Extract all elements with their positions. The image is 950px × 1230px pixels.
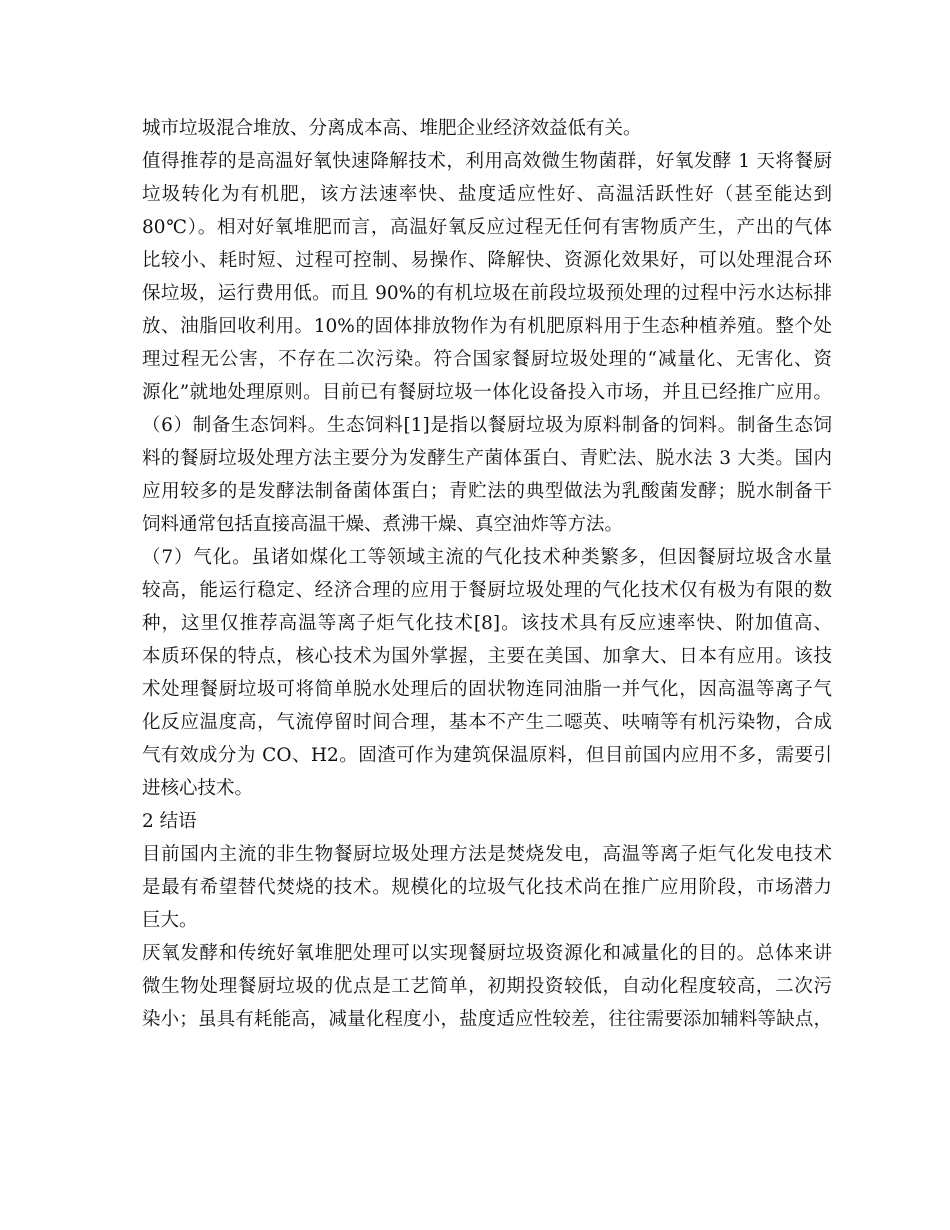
text-line: 种，这里仅推荐高温等离子炬气化技术[8]。该技术具有反应速率快、附加值高、 xyxy=(142,613,832,634)
text-line: 术处理餐厨垃圾可将简单脱水处理后的固状物连同油脂一并气化，因高温等离子气 xyxy=(142,679,832,700)
text-line: 值得推荐的是高温好氧快速降解技术，利用高效微生物菌群，好氧发酵 1 天将餐厨 xyxy=(142,151,832,172)
text-line: （6）制备生态饲料。生态饲料[1]是指以餐厨垃圾为原料制备的饲料。制备生态饲 xyxy=(142,415,832,436)
text-line: 应用较多的是发酵法制备菌体蛋白；青贮法的典型做法为乳酸菌发酵；脱水制备干 xyxy=(142,481,832,502)
text-line: 气有效成分为 CO、H2。固渣可作为建筑保温原料，但目前国内应用不多，需要引 xyxy=(142,745,832,766)
text-line: 是最有希望替代焚烧的技术。规模化的垃圾气化技术尚在推广应用阶段，市场潜力 xyxy=(142,877,832,898)
text-line: 放、油脂回收利用。10%的固体排放物作为有机肥原料用于生态种植养殖。整个处 xyxy=(142,316,832,337)
text-line: 化反应温度高，气流停留时间合理，基本不产生二噁英、呋喃等有机污染物，合成 xyxy=(142,712,832,733)
text-line: 饲料通常包括直接高温干燥、煮沸干燥、真空油炸等方法。 xyxy=(142,514,624,535)
text-line: 料的餐厨垃圾处理方法主要分为发酵生产菌体蛋白、青贮法、脱水法 3 大类。国内 xyxy=(142,448,832,469)
text-line: 本质环保的特点，核心技术为国外掌握，主要在美国、加拿大、日本有应用。该技 xyxy=(142,646,832,667)
text-line: 较高，能运行稳定、经济合理的应用于餐厨垃圾处理的气化技术仅有极为有限的数 xyxy=(142,580,832,601)
text-line: 巨大。 xyxy=(142,910,198,931)
text-line: 目前国内主流的非生物餐厨垃圾处理方法是焚烧发电，高温等离子炬气化发电技术 xyxy=(142,844,832,865)
text-line: 城市垃圾混合堆放、分离成本高、堆肥企业经济效益低有关。 xyxy=(142,118,642,139)
text-line: （7）气化。虽诸如煤化工等领域主流的气化技术种类繁多，但因餐厨垃圾含水量 xyxy=(142,547,832,568)
text-line: 理过程无公害，不存在二次污染。符合国家餐厨垃圾处理的“减量化、无害化、资 xyxy=(142,349,832,370)
section-heading: 2 结语 xyxy=(142,811,197,832)
text-line: 源化”就地处理原则。目前已有餐厨垃圾一体化设备投入市场，并且已经推广应用。 xyxy=(142,382,832,403)
text-line: 厌氧发酵和传统好氧堆肥处理可以实现餐厨垃圾资源化和减量化的目的。总体来讲 xyxy=(142,943,832,964)
text-line: 垃圾转化为有机肥，该方法速率快、盐度适应性好、高温活跃性好（甚至能达到 xyxy=(142,184,832,205)
body-text xyxy=(142,112,832,1036)
text-line: 染小；虽具有耗能高，减量化程度小，盐度适应性较差，往往需要添加辅料等缺点， xyxy=(142,1009,832,1030)
text-line: 80℃）。相对好氧堆肥而言，高温好氧反应过程无任何有害物质产生，产出的气体 xyxy=(142,217,832,238)
text-line: 进核心技术。 xyxy=(142,778,254,799)
text-line: 比较小、耗时短、过程可控制、易操作、降解快、资源化效果好，可以处理混合环 xyxy=(142,250,832,271)
text-line: 微生物处理餐厨垃圾的优点是工艺简单，初期投资较低，自动化程度较高，二次污 xyxy=(142,976,832,997)
text-line: 保垃圾，运行费用低。而且 90%的有机垃圾在前段垃圾预处理的过程中污水达标排 xyxy=(142,283,832,304)
